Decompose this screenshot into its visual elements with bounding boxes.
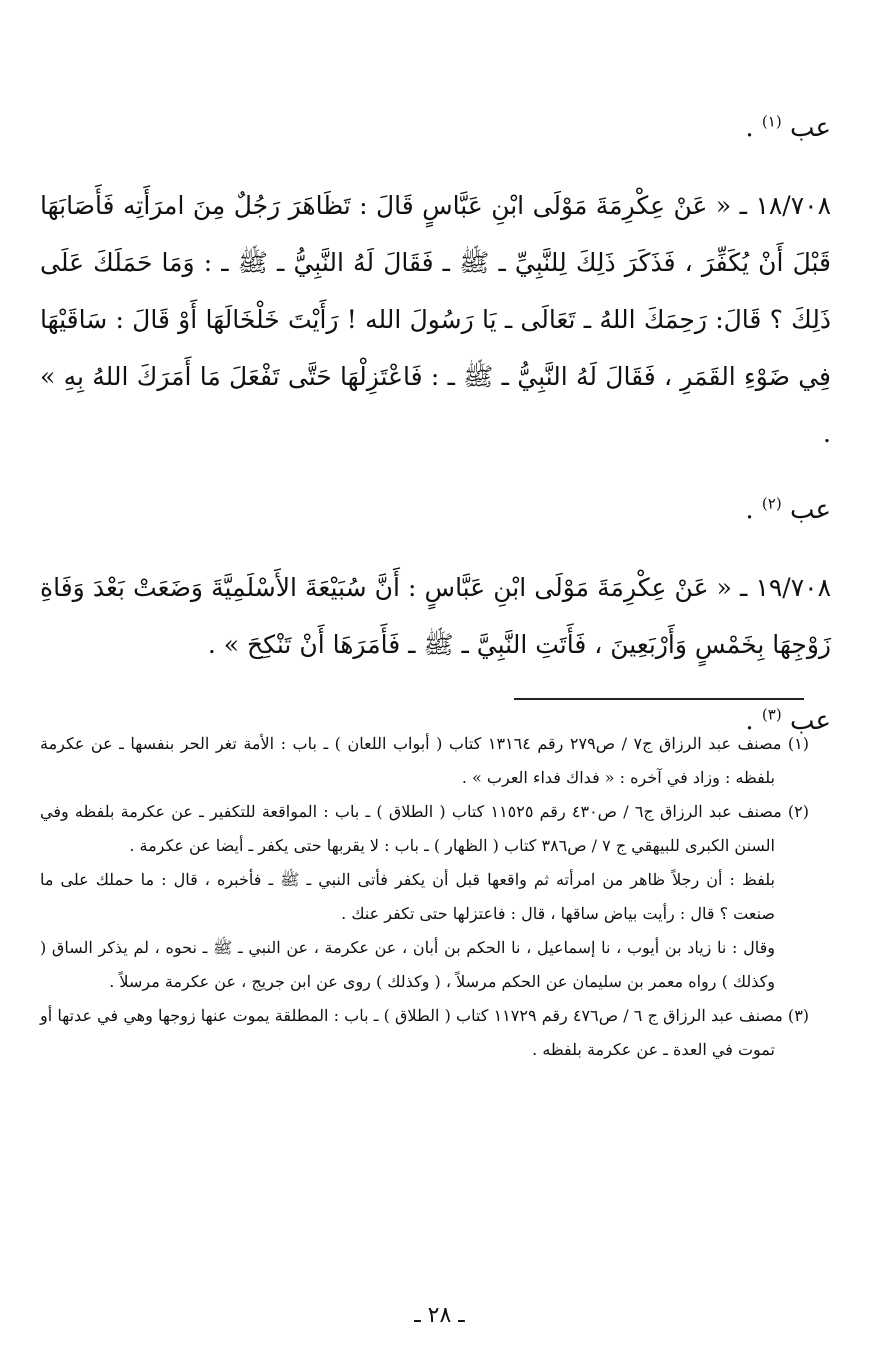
source-ref-3: عب $^{(٣)}$ . xyxy=(745,705,831,736)
footnote-1: (١) مصنف عبد الرزاق ج٧ / ص٢٧٩ رقم ١٣١٦٤ كتاب ( أبواب اللعان ) ـ باب : الأمة تغر الحر بنفسها ـ عن عكرمة بلفظه : وزاد في آخره : « فداك فداء العرب » . xyxy=(40,734,810,787)
footnote-2-wording: بلفظ : أن رجلاً ظاهر من امرأته ثم واقعها قبل أن يكفر فأتى النبي ـ ﷺ ـ فأخبره ، قال : ما حملك على ما صنعت ؟ قال : رأيت بياض ساقها ، قال : فاعتزلها حتى تكفر عنك . xyxy=(40,870,775,923)
footnotes xyxy=(40,727,809,1067)
page-number: ـ ٢٨ ـ xyxy=(414,1303,465,1328)
source-ref-1: عب $^{(١)}$ . xyxy=(745,112,831,143)
hadith-18: ١٨/٧٠٨ ـ « عَنْ عِكْرِمَةَ مَوْلَى ابْنِ عَبَّاسٍ قَالَ : تَظَاهَرَ رَجُلٌ مِنَ امرَأَتِه فَأَصَابَهَا قَبْلَ أَنْ يُكَفِّرَ ، فَذَكَرَ ذَلِكَ لِلنَّبِيِّ ـ ﷺ ـ فَقَالَ لَهُ النَّبِيُّ ـ ﷺ ـ : وَمَا حَمَلَكَ عَلَى ذَلِكَ ؟ قَالَ: رَحِمَكَ اللهُ ـ تَعَالَى ـ يَا رَسُولَ الله ! رَأَيْتَ خَلْخَالَهَا أَوْ قَالَ : سَاقَيْهَا فِي ضَوْءِ القَمَرِ ، فَقَالَ لَهُ النَّبِيُّ ـ ﷺ ـ : فَاعْتَزِلْهَا حَتَّى تَفْعَلَ مَا أَمَرَكَ اللهُ بِهِ » . xyxy=(40,191,831,448)
footnote-marker-2: (٢) xyxy=(761,494,782,513)
hadith-19: ١٩/٧٠٨ ـ « عَنْ عِكْرِمَةَ مَوْلَى ابْنِ عَبَّاسٍ : أَنَّ سُبَيْعَةَ الأَسْلَمِيَّةَ وَضَعَتْ بَعْدَ وَفَاةِ زَوْجِهَا بِخَمْسٍ وَأَرْبَعِينَ ، فَأَتَتِ النَّبِيَّ ـ ﷺ ـ فَأَمَرَهَا أَنْ تَنْكِحَ » . xyxy=(40,573,831,659)
footnote-3: (٣) مصنف عبد الرزاق ج ٦ / ص٤٧٦ رقم ١١٧٢٩ كتاب ( الطلاق ) ـ باب : المطلقة يموت عنها زوجها وهي في عدتها أو تموت في العدة ـ عن عكرمة بلفظه . xyxy=(40,1006,810,1059)
footnote-2: (٢) مصنف عبد الرزاق ج٦ / ص٤٣٠ رقم ١١٥٢٥ كتاب ( الطلاق ) ـ باب : المواقعة للتكفير ـ عن عكرمة بلفظه وفي السنن الكبرى للبيهقي ج ٧ / ص٣٨٦ كتاب ( الظهار ) ـ باب : لا يقربها حتى يكفر ـ أيضا عن عكرمة . xyxy=(40,802,810,855)
footnote-marker-3: (٣) xyxy=(761,705,782,724)
source-ref-2: عب $^{(٢)}$ . xyxy=(745,494,831,525)
footnote-2-chain: وقال : نا زياد بن أيوب ، نا إسماعيل ، نا الحكم بن أبان ، عن عكرمة ، عن النبي ـ ﷺ ـ نحوه ، لم يذكر الساق ( وكذلك ) رواه معمر بن سليمان عن الحكم مرسلاً ، ( وكذلك ) روى عن ابن جريج ، عن عكرمة مرسلاً . xyxy=(40,938,775,991)
footnote-separator xyxy=(514,698,804,700)
main-text xyxy=(40,100,831,750)
footnote-marker-1: (١) xyxy=(761,112,782,131)
